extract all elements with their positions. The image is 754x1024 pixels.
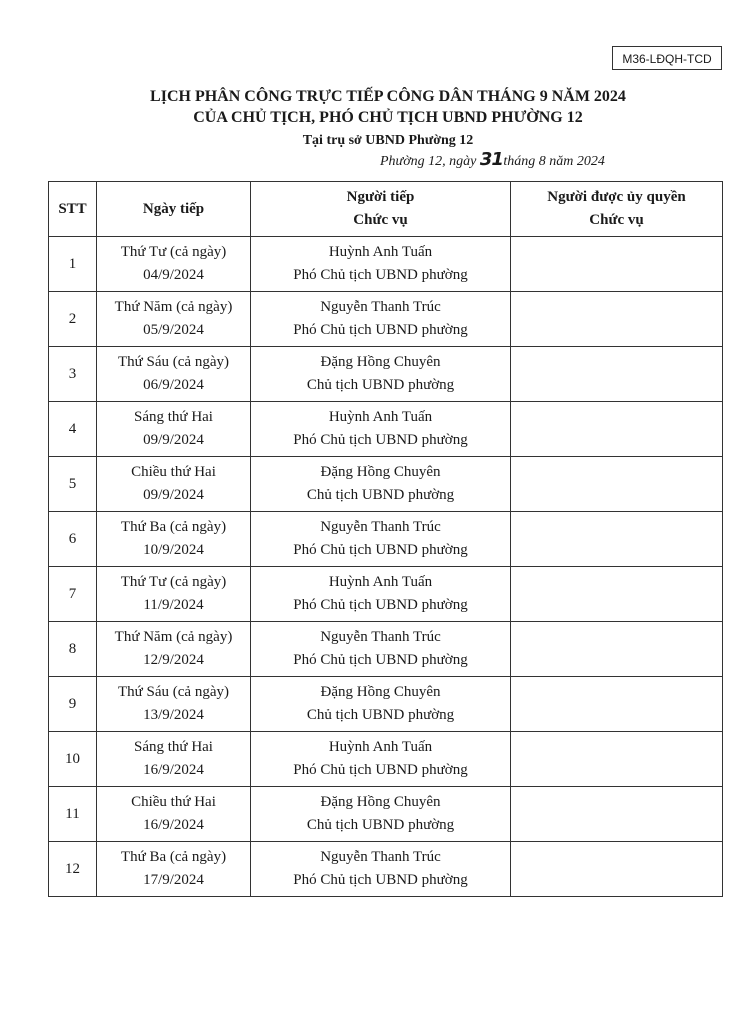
- row-date-cell: [97, 842, 251, 897]
- row-stt: 8: [49, 622, 97, 677]
- row-receiver-name: Huỳnh Anh Tuấn: [328, 409, 433, 425]
- row-date-cell: [97, 512, 251, 567]
- row-receiver-name: Nguyễn Thanh Trúc: [320, 519, 441, 535]
- row-stt: 5: [49, 457, 97, 512]
- row-receiver-cell: [251, 732, 511, 787]
- row-date-cell: [97, 567, 251, 622]
- table-row: [49, 292, 723, 347]
- row-date-cell: [97, 677, 251, 732]
- row-stt: 11: [49, 787, 97, 842]
- row-date: 09/9/2024: [143, 432, 204, 448]
- row-receiver-position: Phó Chủ tịch UBND phường: [293, 322, 468, 338]
- row-delegate-cell: [511, 842, 723, 897]
- row-stt: 7: [49, 567, 97, 622]
- row-receiver-name: Huỳnh Anh Tuấn: [328, 574, 433, 590]
- row-weekday: Thứ Tư (cả ngày): [120, 244, 227, 260]
- row-stt: 1: [49, 237, 97, 292]
- header-delegate-name: Người được ủy quyền: [547, 189, 686, 205]
- row-receiver-cell: [251, 292, 511, 347]
- row-delegate-cell: [511, 567, 723, 622]
- row-receiver-position: Chủ tịch UBND phường: [306, 817, 455, 833]
- row-receiver-name: Đặng Hồng Chuyên: [320, 684, 441, 700]
- row-date: 05/9/2024: [143, 322, 204, 338]
- row-receiver-position: Phó Chủ tịch UBND phường: [293, 652, 468, 668]
- row-stt: 3: [49, 347, 97, 402]
- row-receiver-cell: [251, 677, 511, 732]
- row-receiver-name: Huỳnh Anh Tuấn: [328, 739, 433, 755]
- row-delegate-cell: [511, 237, 723, 292]
- table-row: [49, 402, 723, 457]
- row-delegate-cell: [511, 402, 723, 457]
- row-date: 12/9/2024: [143, 652, 204, 668]
- row-receiver-cell: [251, 567, 511, 622]
- row-weekday: Sáng thứ Hai: [134, 739, 213, 755]
- row-weekday: Sáng thứ Hai: [134, 409, 213, 425]
- table-row: [49, 237, 723, 292]
- header-receiver-name: Người tiếp: [346, 189, 415, 205]
- row-receiver-position: Phó Chủ tịch UBND phường: [293, 872, 468, 888]
- table-row: [49, 347, 723, 402]
- row-receiver-position: Phó Chủ tịch UBND phường: [293, 542, 468, 558]
- header-receiver: [251, 182, 511, 237]
- row-receiver-name: Huỳnh Anh Tuấn: [328, 244, 433, 260]
- table-header-row: [49, 182, 723, 237]
- row-date: 09/9/2024: [143, 487, 204, 503]
- row-date: 06/9/2024: [143, 377, 204, 393]
- row-delegate-cell: [511, 677, 723, 732]
- date-prefix: Phường 12, ngày: [380, 154, 477, 169]
- row-receiver-position: Phó Chủ tịch UBND phường: [293, 597, 468, 613]
- row-stt: 4: [49, 402, 97, 457]
- row-date: 16/9/2024: [143, 762, 204, 778]
- table-row: [49, 512, 723, 567]
- row-date-cell: [97, 402, 251, 457]
- document-subtitle: CỦA CHỦ TỊCH, PHÓ CHỦ TỊCH UBND PHƯỜNG 12: [193, 109, 583, 126]
- row-delegate-cell: [511, 787, 723, 842]
- row-date-cell: [97, 622, 251, 677]
- row-date-cell: [97, 237, 251, 292]
- table-row: [49, 732, 723, 787]
- row-receiver-name: Đặng Hồng Chuyên: [320, 464, 441, 480]
- header-date: Ngày tiếp: [97, 182, 251, 237]
- row-delegate-cell: [511, 347, 723, 402]
- document-code: M36-LĐQH-TCD: [612, 46, 722, 70]
- row-receiver-name: Nguyễn Thanh Trúc: [320, 849, 441, 865]
- header-delegate-position: Chức vụ: [589, 212, 644, 228]
- row-date-cell: [97, 732, 251, 787]
- header-delegate: [511, 182, 723, 237]
- row-receiver-cell: [251, 787, 511, 842]
- row-weekday: Thứ Ba (cả ngày): [120, 519, 227, 535]
- row-receiver-cell: [251, 842, 511, 897]
- schedule-table: [48, 181, 723, 897]
- row-stt: 6: [49, 512, 97, 567]
- row-date-cell: [97, 457, 251, 512]
- row-delegate-cell: [511, 512, 723, 567]
- row-receiver-cell: [251, 512, 511, 567]
- row-receiver-position: Chủ tịch UBND phường: [306, 377, 455, 393]
- row-receiver-position: Chủ tịch UBND phường: [306, 707, 455, 723]
- document-title: LỊCH PHÂN CÔNG TRỰC TIẾP CÔNG DÂN THÁNG 9 NĂM 2024: [150, 88, 626, 105]
- row-date: 16/9/2024: [143, 817, 204, 833]
- row-delegate-cell: [511, 732, 723, 787]
- row-date: 17/9/2024: [143, 872, 204, 888]
- table-row: [49, 842, 723, 897]
- row-weekday: Thứ Tư (cả ngày): [120, 574, 227, 590]
- row-receiver-position: Phó Chủ tịch UBND phường: [293, 267, 468, 283]
- row-date: 10/9/2024: [143, 542, 204, 558]
- header-receiver-position: Chức vụ: [353, 212, 408, 228]
- row-stt: 9: [49, 677, 97, 732]
- row-date: 11/9/2024: [143, 597, 204, 613]
- row-weekday: Thứ Năm (cả ngày): [114, 299, 233, 315]
- row-date-cell: [97, 787, 251, 842]
- row-weekday: Thứ Năm (cả ngày): [114, 629, 233, 645]
- row-date: 13/9/2024: [143, 707, 204, 723]
- row-weekday: Thứ Sáu (cả ngày): [117, 684, 229, 700]
- table-row: [49, 457, 723, 512]
- date-day-handwritten: 31: [479, 149, 503, 170]
- row-weekday: Chiều thứ Hai: [131, 464, 216, 480]
- row-delegate-cell: [511, 622, 723, 677]
- row-stt: 12: [49, 842, 97, 897]
- row-receiver-cell: [251, 347, 511, 402]
- row-receiver-cell: [251, 457, 511, 512]
- row-receiver-cell: [251, 622, 511, 677]
- row-weekday: Chiều thứ Hai: [131, 794, 216, 810]
- row-date: 04/9/2024: [143, 267, 204, 283]
- row-stt: 2: [49, 292, 97, 347]
- row-receiver-cell: [251, 402, 511, 457]
- row-weekday: Thứ Ba (cả ngày): [120, 849, 227, 865]
- table-row: [49, 567, 723, 622]
- document-location: Tại trụ sở UBND Phường 12: [302, 133, 474, 148]
- row-receiver-position: Phó Chủ tịch UBND phường: [293, 432, 468, 448]
- table-row: [49, 677, 723, 732]
- row-receiver-name: Đặng Hồng Chuyên: [320, 354, 441, 370]
- row-delegate-cell: [511, 457, 723, 512]
- row-date-cell: [97, 347, 251, 402]
- table-row: [49, 787, 723, 842]
- row-delegate-cell: [511, 292, 723, 347]
- row-receiver-cell: [251, 237, 511, 292]
- row-receiver-name: Đặng Hồng Chuyên: [320, 794, 441, 810]
- row-receiver-position: Phó Chủ tịch UBND phường: [293, 762, 468, 778]
- date-suffix: tháng 8 năm 2024: [503, 154, 605, 169]
- row-receiver-name: Nguyễn Thanh Trúc: [320, 299, 441, 315]
- header-stt: STT: [49, 182, 97, 237]
- row-weekday: Thứ Sáu (cả ngày): [117, 354, 229, 370]
- row-stt: 10: [49, 732, 97, 787]
- row-receiver-name: Nguyễn Thanh Trúc: [320, 629, 441, 645]
- table-row: [49, 622, 723, 677]
- row-receiver-position: Chủ tịch UBND phường: [306, 487, 455, 503]
- date-line: [380, 150, 680, 172]
- row-date-cell: [97, 292, 251, 347]
